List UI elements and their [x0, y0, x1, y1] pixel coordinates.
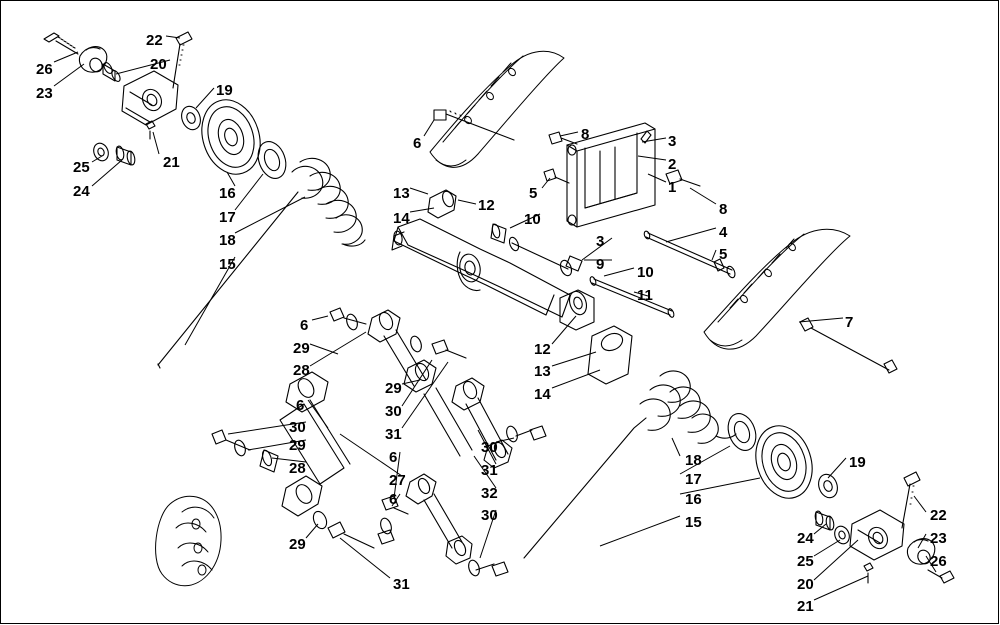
callout-27: 27 [389, 472, 406, 489]
idler-wheel-16-lower [747, 418, 821, 505]
callout-8-left: 8 [581, 126, 590, 143]
callout-6-shock: 6 [389, 449, 398, 466]
callout-22-upper: 22 [146, 32, 163, 49]
callout-2: 2 [668, 156, 677, 173]
bushing-24 [115, 145, 136, 165]
callout-5-mid: 5 [529, 185, 538, 202]
callout-23-lower: 23 [930, 530, 947, 547]
callout-31-mid: 31 [385, 426, 402, 443]
washer-25 [91, 141, 111, 163]
callout-24-upper: 24 [73, 183, 90, 200]
bushing-10-mid [491, 223, 506, 243]
callout-16-upper: 16 [219, 185, 236, 202]
callout-31-lower: 31 [393, 576, 410, 593]
callout-18-lower: 18 [685, 452, 702, 469]
link-rod-28-29-upper [368, 310, 436, 392]
track-segment-lower-left [156, 496, 221, 585]
bolt-6-link-upper [330, 308, 366, 331]
callout-15-lower: 15 [685, 514, 702, 531]
callout-20-upper: 20 [150, 56, 167, 73]
callout-9: 9 [596, 256, 605, 273]
callout-29-lower: 29 [289, 536, 306, 553]
callout-5-right: 5 [719, 246, 728, 263]
callout-25-upper: 25 [73, 159, 90, 176]
callout-8-right: 8 [719, 201, 728, 218]
bolt-31-right [505, 425, 546, 443]
bolt-6-upper [434, 110, 514, 140]
washer-19-lower [815, 472, 840, 501]
callout-23-upper: 23 [36, 85, 53, 102]
callout-3-upper: 3 [668, 133, 677, 150]
callout-26-lower: 26 [930, 553, 947, 570]
callout-10-right: 10 [637, 264, 654, 281]
track-segment-upper [430, 51, 564, 167]
bolt-22-upper [173, 32, 192, 88]
bolt-8-upper-left [549, 132, 577, 144]
callout-1: 1 [668, 179, 677, 196]
callout-4: 4 [719, 224, 728, 241]
callout-6-link-upper: 6 [300, 317, 309, 334]
stud-21 [146, 121, 155, 139]
callout-22-lower: 22 [930, 507, 947, 524]
torsion-spring-18-lower [524, 371, 736, 558]
callout-12-right: 12 [534, 341, 551, 358]
callout-6-lower: 6 [389, 491, 398, 508]
pivot-housing-21 [122, 71, 178, 125]
callout-10-mid: 10 [524, 211, 541, 228]
bearing-17-upper [253, 138, 290, 183]
washer-29-midleft [233, 439, 247, 457]
bolt-29-lower [311, 509, 374, 548]
callout-28-upper: 28 [293, 362, 310, 379]
callout-16-lower: 16 [685, 491, 702, 508]
callout-21-upper: 21 [163, 154, 180, 171]
pivot-housing-20-lower [850, 510, 904, 560]
callout-29-mid: 29 [385, 380, 402, 397]
callout-17-lower: 17 [685, 471, 702, 488]
bolt-6-link-upper2 [409, 335, 466, 358]
bolt-26-lower [928, 570, 954, 583]
callout-32: 32 [481, 485, 498, 502]
callout-24-lower: 24 [797, 530, 814, 547]
callout-7: 7 [845, 314, 854, 331]
washer-19-upper [178, 104, 203, 133]
roller-12-13-14-right [560, 289, 632, 384]
callout-11: 11 [637, 287, 653, 304]
callout-29-upper: 29 [293, 340, 310, 357]
callout-21-lower: 21 [797, 598, 814, 615]
callout-6-track: 6 [413, 135, 422, 152]
callout-30-left: 30 [289, 419, 306, 436]
bolt-26-upper [44, 33, 78, 54]
callout-13-right: 13 [534, 363, 551, 380]
callout-12-left: 12 [478, 197, 495, 214]
callout-19-upper: 19 [216, 82, 233, 99]
callout-26-upper: 26 [36, 61, 53, 78]
idler-wheel-16-upper [193, 92, 270, 182]
callout-15-upper: 15 [219, 256, 236, 273]
callout-28-left: 28 [289, 460, 306, 477]
callout-20-lower: 20 [797, 576, 814, 593]
callout-3-lower: 3 [596, 233, 605, 250]
callout-30-mid: 30 [385, 403, 402, 420]
callout-18-upper: 18 [219, 232, 236, 249]
torsion-spring-18-upper [158, 158, 365, 365]
stud-21-lower [864, 563, 873, 583]
bolt-30-midleft [212, 430, 250, 450]
callout-31-right: 31 [481, 462, 498, 479]
callout-14-left: 14 [393, 210, 410, 227]
callout-19-lower: 19 [849, 454, 866, 471]
callout-30-lower: 30 [481, 507, 498, 524]
callout-25-lower: 25 [797, 553, 814, 570]
bearing-17-lower [723, 410, 760, 455]
callout-13-left: 13 [393, 185, 410, 202]
bushing-24-lower [814, 510, 835, 530]
bolt-31-right2 [467, 559, 508, 577]
callout-17-upper: 17 [219, 209, 236, 226]
callout-30-right: 30 [481, 439, 498, 456]
center-rear-arm [392, 219, 574, 317]
callout-29-left: 29 [289, 437, 306, 454]
bushing-12-13-14-left [428, 190, 456, 218]
callout-14-right: 14 [534, 386, 551, 403]
shaft-10-11 [589, 276, 675, 318]
callout-6-left-lower: 6 [296, 397, 305, 414]
bushing-28-midleft [260, 449, 278, 472]
